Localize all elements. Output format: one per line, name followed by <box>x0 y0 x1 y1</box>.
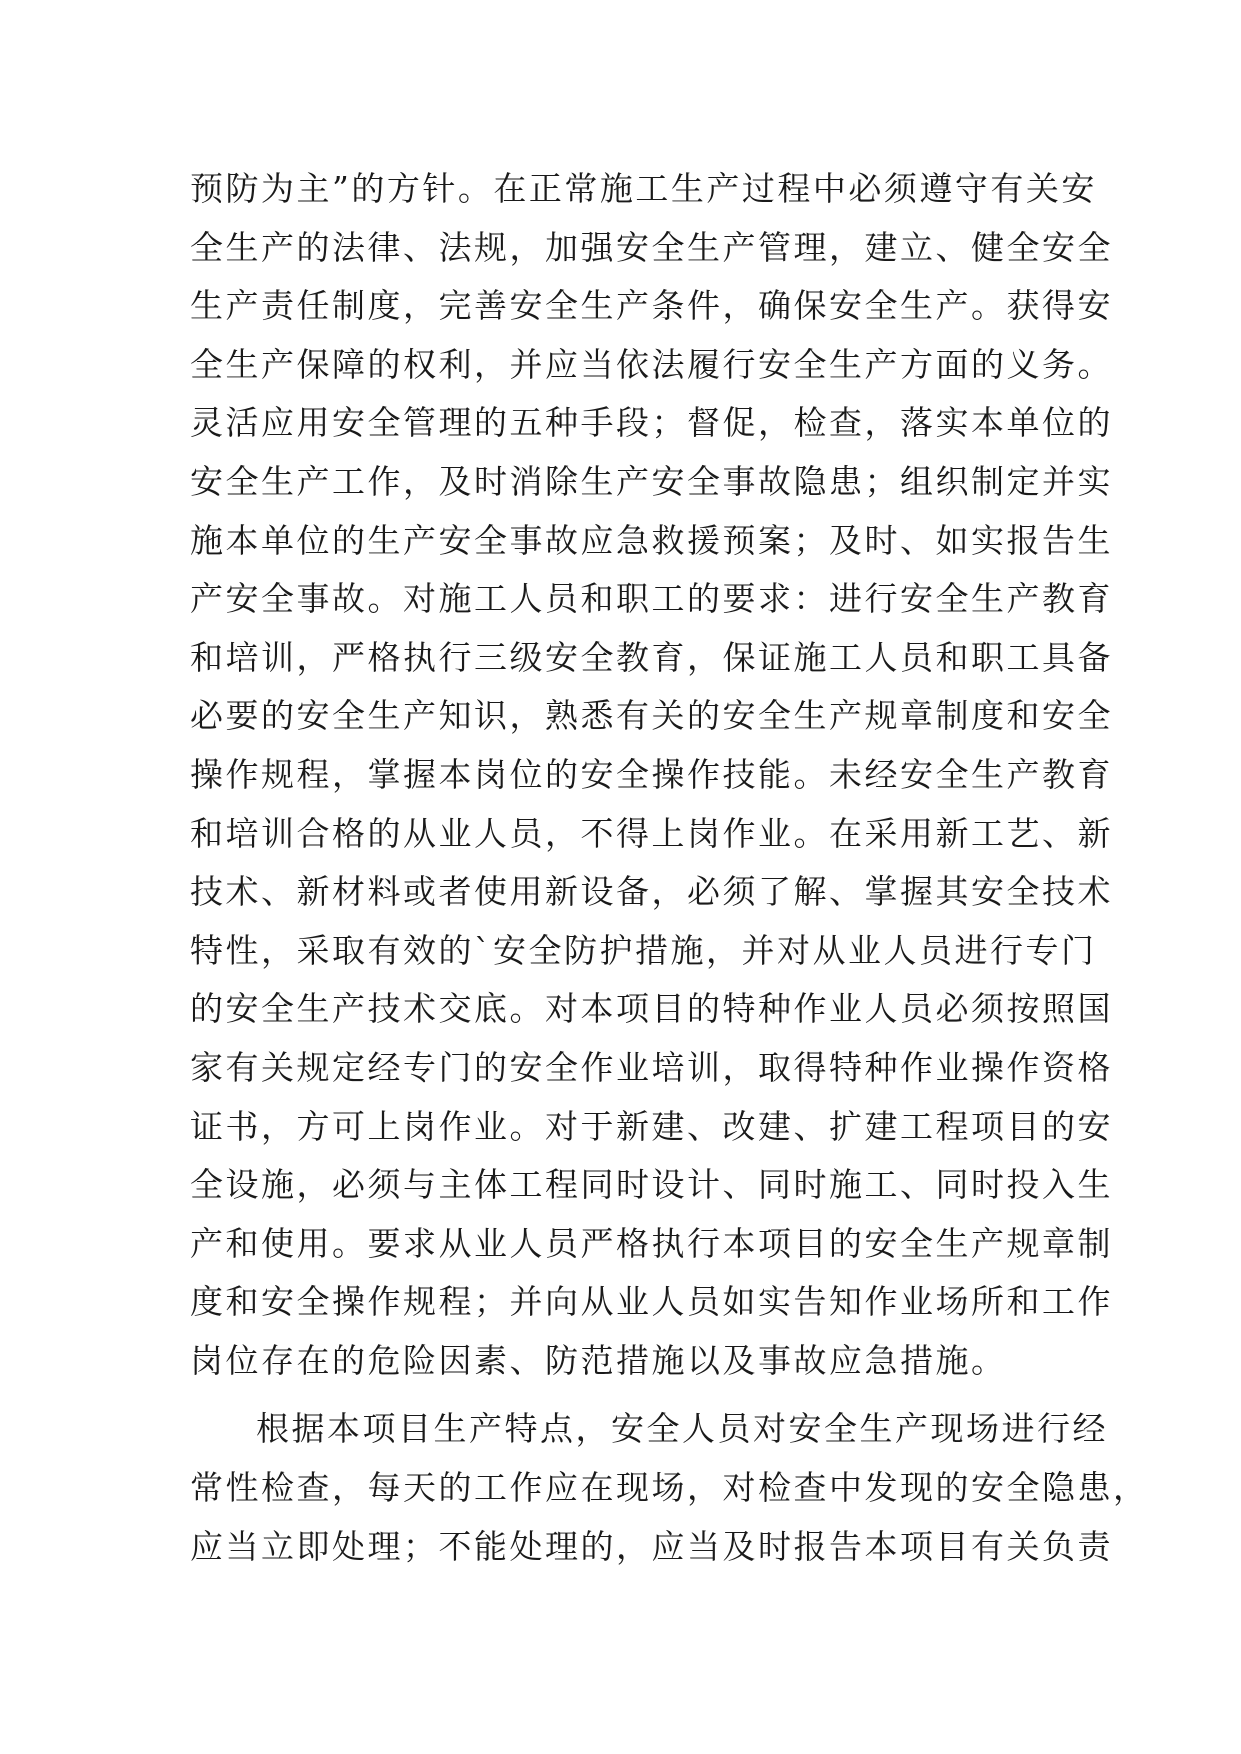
text-line: 必要的安全生产知识，熟悉有关的安全生产规章制度和安全 <box>190 696 1113 736</box>
text-line: 和培训合格的从业人员，不得上岗作业。在采用新工艺、新 <box>190 813 1113 853</box>
text-line: 的安全生产技术交底。对本项目的特种作业人员必须按照国 <box>190 989 1113 1029</box>
text-line: 施本单位的生产安全事故应急救援预案；及时、如实报告生 <box>190 520 1113 560</box>
text-line: 度和安全操作规程；并向从业人员如实告知作业场所和工作 <box>190 1282 1113 1322</box>
text-line: 特性，采取有效的`安全防护措施，并对从业人员进行专门 <box>190 930 1097 970</box>
text-line: 岗位存在的危险因素、防范措施以及事故应急措施。 <box>190 1340 1007 1380</box>
text-line: 操作规程，掌握本岗位的安全操作技能。未经安全生产教育 <box>190 754 1113 794</box>
text-line: 全生产保障的权利，并应当依法履行安全生产方面的义务。 <box>190 344 1113 384</box>
text-line: 技术、新材料或者使用新设备，必须了解、掌握其安全技术 <box>190 872 1113 912</box>
text-line: 产安全事故。对施工人员和职工的要求：进行安全生产教育 <box>190 579 1113 619</box>
text-line: 预防为主”的方针。在正常施工生产过程中必须遵守有关安 <box>190 169 1097 208</box>
text-line: 全设施，必须与主体工程同时设计、同时施工、同时投入生 <box>190 1165 1113 1205</box>
text-line: 证书，方可上岗作业。对于新建、改建、扩建工程项目的安 <box>190 1106 1113 1146</box>
paragraph-first-line: 根据本项目生产特点，安全人员对安全生产现场进行经 <box>256 1409 1108 1449</box>
text-line: 应当立即处理；不能处理的，应当及时报告本项目有关负责 <box>190 1526 1113 1566</box>
text-line: 家有关规定经专门的安全作业培训，取得特种作业操作资格 <box>190 1047 1113 1087</box>
text-line: 产和使用。要求从业人员严格执行本项目的安全生产规章制 <box>190 1223 1113 1263</box>
text-line: 和培训，严格执行三级安全教育，保证施工人员和职工具备 <box>190 637 1113 677</box>
text-line: 全生产的法律、法规，加强安全生产管理，建立、健全安全 <box>190 227 1113 267</box>
text-line: 安全生产工作，及时消除生产安全事故隐患；组织制定并实 <box>190 461 1113 501</box>
text-line: 灵活应用安全管理的五种手段；督促，检查，落实本单位的 <box>190 403 1113 443</box>
text-line: 常性检查，每天的工作应在现场，对检查中发现的安全隐患， <box>190 1468 1149 1508</box>
body-text <box>190 160 1149 1576</box>
text-line: 生产责任制度，完善安全生产条件，确保安全生产。获得安 <box>190 286 1113 326</box>
